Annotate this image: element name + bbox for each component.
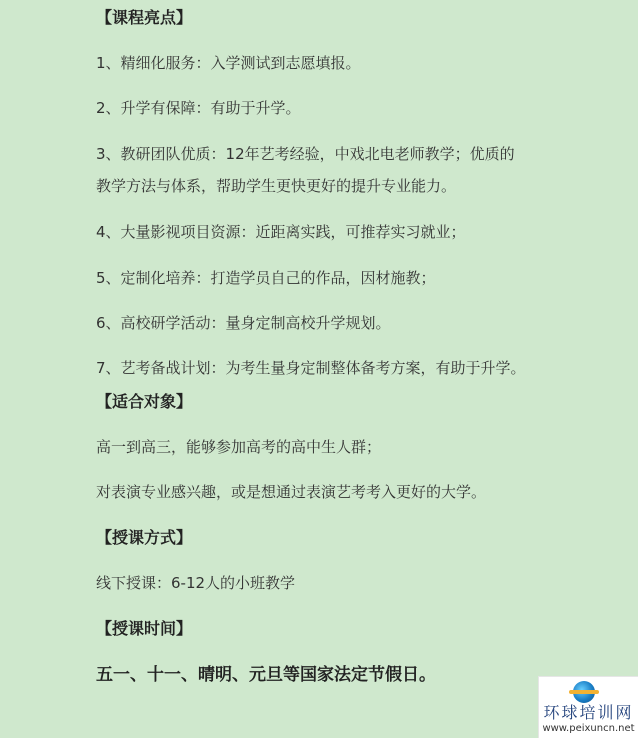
globe-logo-icon: [573, 681, 595, 703]
highlight-item-5: 5、定制化培养：打造学员自己的作品，因材施教；: [96, 269, 436, 287]
audience-item-2: 对表演专业感兴趣，或是想通过表演艺考考入更好的大学。: [96, 483, 487, 501]
highlight-item-2: 2、升学有保障：有助于升学。: [96, 99, 301, 117]
highlight-item-1: 1、精细化服务：入学测试到志愿填报。: [96, 54, 361, 72]
method-item-1: 线下授课：6-12人的小班教学: [96, 574, 296, 592]
highlight-item-4: 4、大量影视项目资源：近距离实践，可推荐实习就业；: [96, 223, 466, 241]
section-heading-highlights: 【课程亮点】: [96, 8, 193, 27]
highlight-item-6: 6、高校研学活动：量身定制高校升学规划。: [96, 314, 391, 332]
time-item-1: 五一、十一、晴明、元旦等国家法定节假日。: [96, 665, 436, 685]
section-heading-method: 【授课方式】: [96, 528, 193, 547]
highlight-item-3: 3、教研团队优质：12年艺考经验，中戏北电老师教学；优质的: [96, 145, 515, 163]
highlight-item-3-continued: 教学方法与体系，帮助学生更快更好的提升专业能力。: [96, 177, 457, 195]
section-heading-audience: 【适合对象】: [96, 392, 193, 411]
site-watermark: [538, 676, 638, 738]
watermark-title: 环球培训网: [543, 703, 634, 722]
watermark-url: www.peixuncn.net: [542, 723, 635, 734]
section-heading-time: 【授课时间】: [96, 619, 193, 638]
audience-item-1: 高一到高三，能够参加高考的高中生人群；: [96, 438, 382, 456]
highlight-item-7: 7、艺考备战计划：为考生量身定制整体备考方案，有助于升学。: [96, 359, 526, 377]
